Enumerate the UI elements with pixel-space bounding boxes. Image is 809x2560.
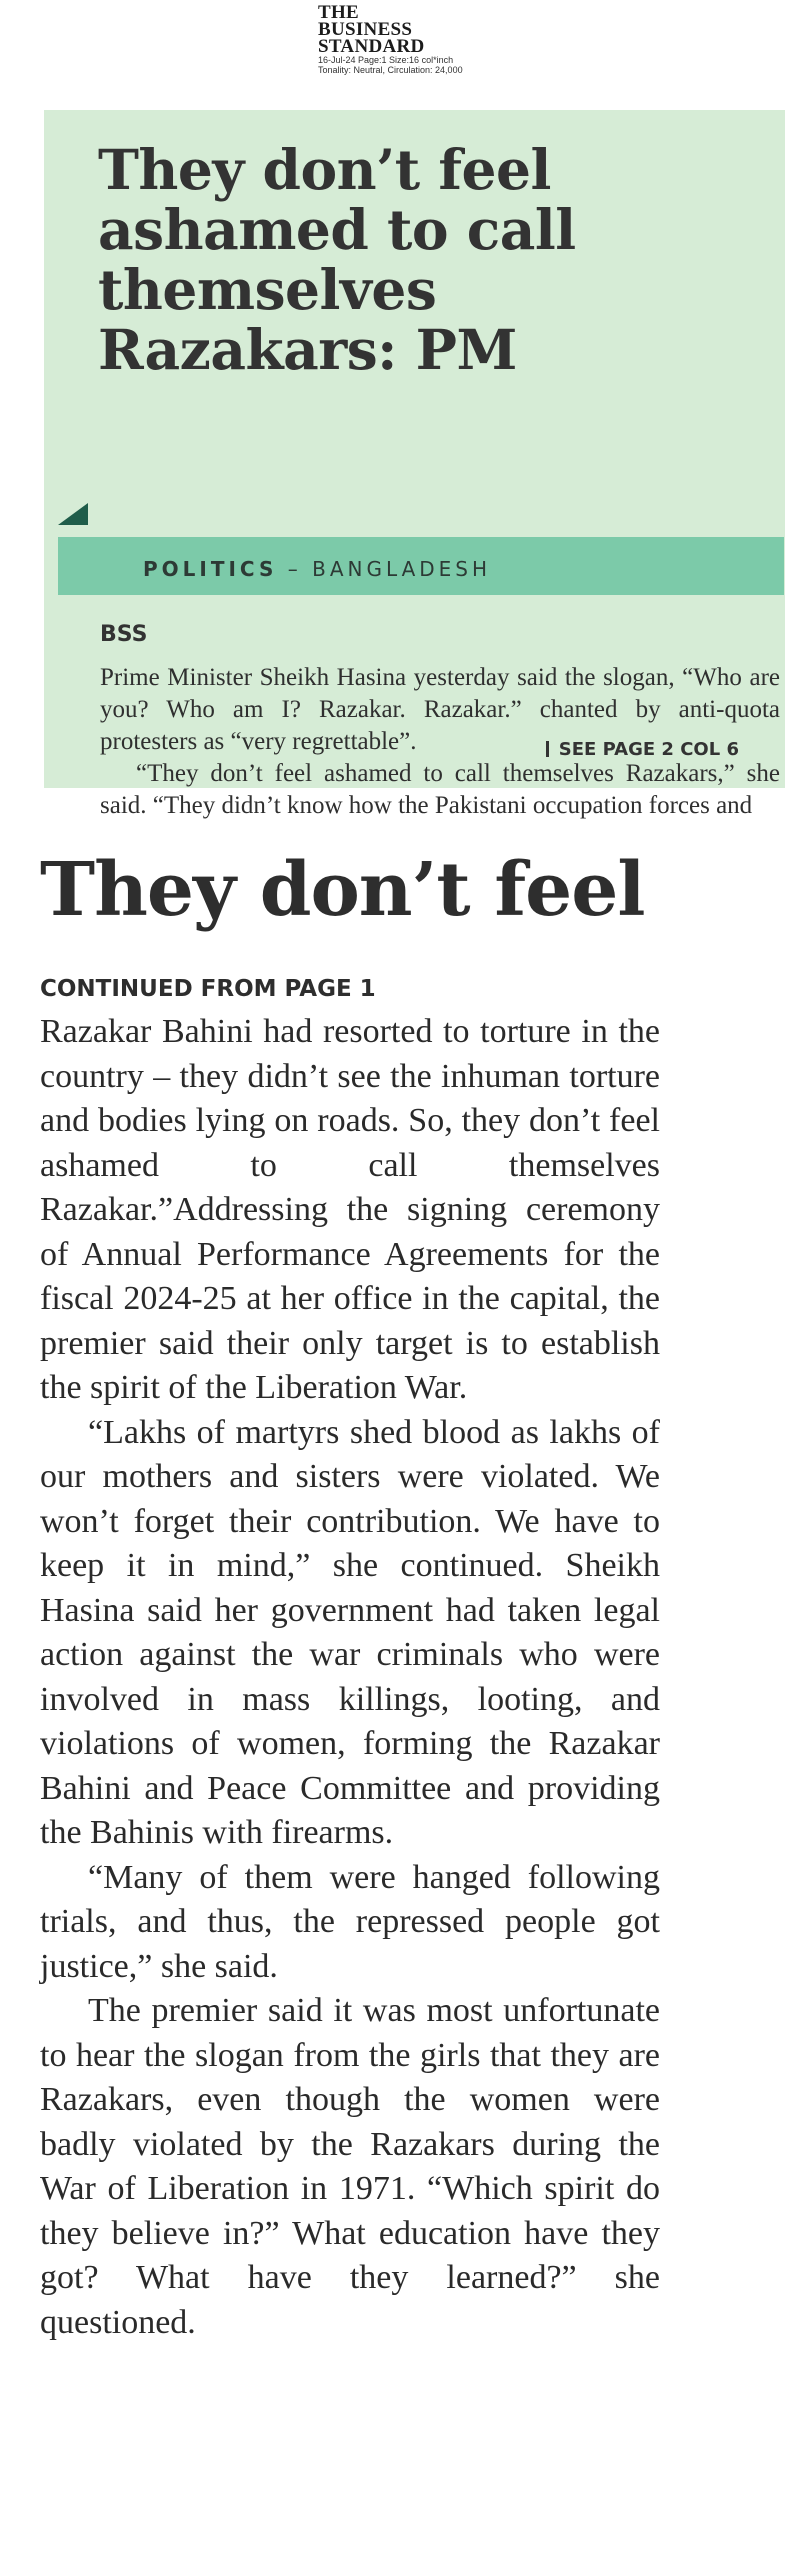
masthead-logo-line-3: STANDARD — [318, 36, 425, 57]
masthead-logo-line-2: BUSINESS — [318, 19, 413, 40]
jump-bar-icon — [546, 741, 549, 757]
continued-body — [40, 1010, 660, 2345]
section-separator: – — [277, 557, 313, 581]
body-paragraph-4: The premier said it was most unfortunate to hear the slogan from the girls that they are Razakars, even though the women were badly violated by the Razakars during the War of Liberation in 1971. “Which spirit do they believe in?” What education have they got? What have they learned?” she questioned. — [40, 1992, 660, 2341]
continued-headline: They don’t feel — [40, 847, 645, 933]
body-paragraph-1: Razakar Bahini had resorted to torture in the country – they didn’t see the inhuman torture and bodies lying on roads. So, they don’t feel ashamed to call themselves Razakar.”Addressing the signing ceremony of Annual Performance Agreements for the fiscal 2024-25 at her office in the capital, the premier said their only target is to establish the spirit of the Liberation War. — [40, 1013, 660, 1406]
section-bar — [58, 537, 784, 595]
section-label — [143, 557, 491, 581]
masthead — [318, 4, 518, 75]
section-bar-corner-fold — [58, 503, 88, 525]
lead-paragraph-2: “They don’t feel ashamed to call themselves Razakars,” she said. “They didn’t know how the Pakistani occupation forces and — [100, 760, 780, 819]
clip-meta-line-1: 16-Jul-24 Page:1 Size:16 col*inch — [318, 55, 454, 65]
masthead-logo-line-1: THE — [318, 2, 360, 23]
lead-paragraph-1: Prime Minister Sheikh Hasina yesterday said the slogan, “Who are you? Who am I? Razakar. Razakar.” chanted by anti-quota protesters as “very regrettable”. — [100, 664, 780, 755]
section-category: POLITICS — [143, 557, 278, 581]
jump-text: SEE PAGE 2 COL 6 — [558, 739, 739, 760]
byline: BSS — [100, 622, 148, 647]
jump-reference — [546, 739, 739, 760]
front-page-clipping — [44, 110, 785, 819]
clip-meta-line-2: Tonality: Neutral, Circulation: 24,000 — [318, 65, 463, 75]
section-region: BANGLADESH — [312, 557, 492, 581]
body-paragraph-3: “Many of them were hanged following trials, and thus, the repressed people got justice,” she said. — [40, 1858, 660, 1985]
body-paragraph-2: “Lakhs of martyrs shed blood as lakhs of our mothers and sisters were violated. We won’t forget their contribution. We have to keep it in mind,” she continued. Sheikh Hasina said her government had taken legal action against the war criminals who were involved in mass killings, looting, and violations of women, forming the Razakar Bahini and Peace Committee and providing the Bahinis with firearms. — [40, 1413, 660, 1851]
front-headline: They don’t feel ashamed to call themselves Razakars: PM — [98, 137, 576, 382]
continued-label: CONTINUED FROM PAGE 1 — [40, 976, 376, 1002]
